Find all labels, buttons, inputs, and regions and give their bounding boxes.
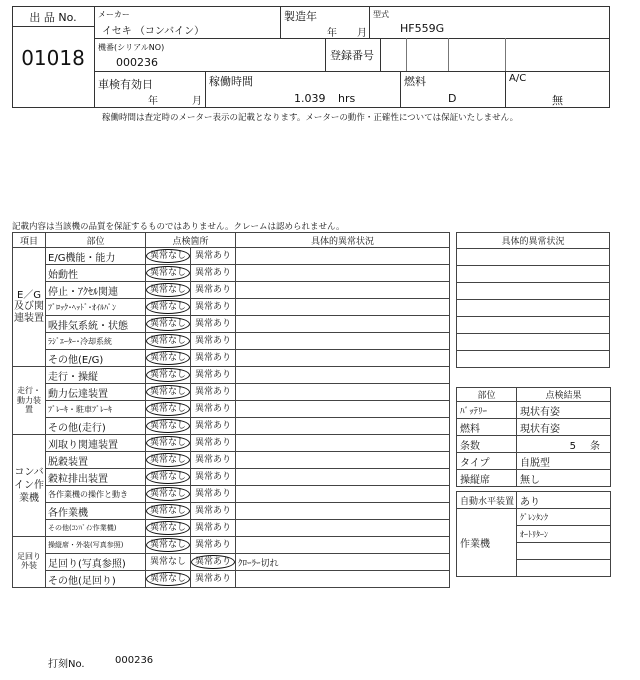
table-row [13,418,450,435]
result-value: 自脱型 [517,453,611,470]
ok-option-selected[interactable]: 異常なし [146,572,190,586]
lot-label: 出 品 No. [29,11,77,24]
ok-option-selected[interactable]: 異常なし [146,368,190,382]
fuel-value: D [448,92,457,105]
issue-cell: ｸﾛｰﾗｰ切れ [236,554,450,571]
part-cell: 各作業機の操作と動き [46,486,146,503]
part-cell: ﾗｼﾞｴｰﾀｰ･冷却系統 [46,333,146,350]
part-cell: 足回り(写真参照) [46,554,146,571]
level-label: 自動水平装置 [457,492,517,509]
table-row [13,452,450,469]
ok-option-selected[interactable]: 異常なし [146,300,190,314]
part-cell: 刈取り関連装置 [46,435,146,452]
side-issue-cell [457,300,610,317]
ng-option[interactable]: 異常あり [195,251,232,261]
part-cell: E/G機能・能力 [46,248,146,265]
part-cell: その他(E/G) [46,350,146,367]
work-label: 作業機 [457,509,517,577]
month-unit: 月 [357,28,367,39]
model-value: HF559G [400,22,445,35]
col-point: 点検箇所 [146,233,236,248]
work-item-empty [517,543,611,560]
result-value: 現状有姿 [517,419,611,436]
issue-cell [236,316,450,333]
side-issue-header: 具体的異常状況 [457,233,610,249]
issue-cell [236,350,450,367]
col-part: 部位 [46,233,146,248]
ng-option[interactable]: 異常あり [195,370,232,380]
result-part: 操縦席 [457,470,517,487]
result-value: 無し [517,470,611,487]
ng-option[interactable]: 異常あり [195,455,232,465]
table-row [13,469,450,486]
result-part: タイプ [457,453,517,470]
ok-option-selected[interactable]: 異常なし [146,334,190,348]
fuel-label: 燃料 [404,75,426,88]
ok-option-selected[interactable]: 異常なし [146,249,190,263]
side-issue-cell [457,317,610,334]
side-issue-cell [457,249,610,266]
results-table [456,387,611,487]
result-part: ﾊﾞｯﾃﾘｰ [457,402,517,419]
side-issue-cell [457,334,610,351]
stamp-value: 000236 [115,655,154,666]
ok-option-selected[interactable]: 異常なし [146,385,190,399]
ok-option-selected[interactable]: 異常なし [146,351,190,365]
ok-option-selected[interactable]: 異常なし [146,283,190,297]
part-cell: 操縦席・外装(写真参照) [46,537,146,554]
inspection-label: 車検有効日 [98,78,153,91]
ng-option[interactable]: 異常あり [195,472,232,482]
part-cell: 動力伝達装置 [46,384,146,401]
part-cell: その他(ｺﾝﾊﾞｲﾝ作業機) [46,520,146,537]
hours-value: 1.039 [294,92,326,105]
ok-option-selected[interactable]: 異常なし [146,538,190,552]
ok-option-selected[interactable]: 異常なし [146,436,190,450]
divider [325,38,326,71]
extra-table [456,491,611,577]
part-cell: その他(足回り) [46,571,146,588]
ok-option[interactable]: 異常なし [149,557,186,567]
ng-option[interactable]: 異常あり [195,506,232,516]
issue-cell [236,469,450,486]
category-combine: コンバイン作業機 [13,435,46,537]
table-row [13,537,450,554]
lot-number: 01018 [21,46,85,70]
issue-cell [236,333,450,350]
stamp-label: 打刻No. [48,659,85,670]
ng-option[interactable]: 異常あり [195,540,232,550]
issue-cell [236,265,450,282]
part-cell: 穀粒排出装置 [46,469,146,486]
hours-label: 稼働時間 [209,75,253,88]
part-cell: ﾌﾞﾚｰｷ・駐車ﾌﾞﾚｰｷ [46,401,146,418]
ok-option-selected[interactable]: 異常なし [146,521,190,535]
ng-option[interactable]: 異常あり [195,319,232,329]
maker-label: メーカー [98,10,130,19]
divider [369,6,370,38]
issue-cell [236,571,450,588]
table-row [13,401,450,418]
issue-cell [236,282,450,299]
results-header-result: 点検結果 [517,388,611,402]
ac-label: A/C [509,73,527,84]
year-label: 製造年 [284,10,317,23]
table-row [13,520,450,537]
ng-option[interactable]: 異常あり [195,421,232,431]
inspection-year-unit: 年 [148,96,158,107]
work-item: ｸﾞﾚﾝﾀﾝｸ [517,509,611,526]
divider [406,38,407,71]
issue-cell [236,384,450,401]
divider [94,6,95,108]
ng-option[interactable]: 異常あり [195,489,232,499]
table-row [13,248,450,265]
ng-option[interactable]: 異常あり [195,438,232,448]
issue-cell [236,248,450,265]
model-label: 型式 [373,10,389,19]
ok-option-selected[interactable]: 異常なし [146,266,190,280]
ng-option[interactable]: 異常あり [195,336,232,346]
table-row [13,384,450,401]
ng-option[interactable]: 異常あり [195,404,232,414]
ok-option-selected[interactable]: 異常なし [146,419,190,433]
ng-option[interactable]: 異常あり [195,387,232,397]
ng-option[interactable]: 異常あり [195,353,232,363]
divider [400,71,401,108]
issue-cell [236,452,450,469]
col-item: 項目 [13,233,46,248]
part-cell: ﾌﾞﾛｯｸ･ﾍｯﾄﾞ･ｵｲﾙﾊﾟﾝ [46,299,146,316]
divider [94,38,610,39]
table-row [13,316,450,333]
table-row [13,265,450,282]
table-row [13,503,450,520]
table-row [13,333,450,350]
divider [448,38,449,71]
category-drive: 走行・動力装置 [13,367,46,435]
divider [94,71,610,72]
table-row [13,282,450,299]
part-cell: 各作業機 [46,503,146,520]
year-unit: 年 [327,28,337,39]
ok-option-selected[interactable]: 異常なし [146,453,190,467]
part-cell: 吸排気系統・状態 [46,316,146,333]
result-part: 燃料 [457,419,517,436]
table-row [13,350,450,367]
side-issue-table [456,232,610,368]
table-row [13,435,450,452]
part-cell: 始動性 [46,265,146,282]
col-issue: 具体的異常状況 [236,233,450,248]
result-value: 現状有姿 [517,402,611,419]
registration-label: 登録番号 [330,49,374,62]
ok-option-selected[interactable]: 異常なし [146,317,190,331]
table-row [13,486,450,503]
ng-option[interactable]: 異常あり [195,574,232,584]
divider [205,71,206,108]
result-part: 条数 [457,436,517,453]
disclaimer: 記載内容は当該機の品質を保証するものではありません。クレームは認められません。 [12,222,345,232]
issue-cell [236,418,450,435]
divider [505,71,506,108]
issue-cell [236,486,450,503]
ac-value: 無 [552,94,563,107]
ng-option[interactable]: 異常あり [195,285,232,295]
table-row [13,367,450,384]
side-issue-cell [457,283,610,300]
table-row [13,571,450,588]
divider [380,38,381,71]
issue-cell [236,401,450,418]
work-item-empty [517,560,611,577]
ng-option[interactable]: 異常あり [195,302,232,312]
issue-cell [236,503,450,520]
part-cell: 脱穀装置 [46,452,146,469]
hours-note: 稼働時間は査定時のメーター表示の記載となります。メーターの動作・正確性については保証いたしません。 [102,113,519,123]
side-issue-cell [457,351,610,368]
part-cell: その他(走行) [46,418,146,435]
issue-cell [236,367,450,384]
part-cell: 走行・操縦 [46,367,146,384]
level-value: あり [517,492,611,509]
issue-cell [236,435,450,452]
part-cell: 停止・ｱｸｾﾙ関連 [46,282,146,299]
divider [505,38,506,71]
ng-option[interactable]: 異常あり [195,523,232,533]
ok-option-selected[interactable]: 異常なし [146,504,190,518]
side-issue-cell [457,266,610,283]
ok-option-selected[interactable]: 異常なし [146,402,190,416]
serial-label: 機番(シリアルNO) [98,43,165,52]
issue-cell [236,299,450,316]
table-row [13,299,450,316]
divider [12,26,94,27]
maker-value: イセキ （コンバイン） [102,26,205,37]
ng-option[interactable]: 異常あり [195,268,232,278]
inspection-table [12,232,450,588]
result-unit: 条 [590,440,600,452]
ok-option-selected[interactable]: 異常なし [146,470,190,484]
category-engine: E／G及び関連装置 [13,248,46,367]
divider [280,6,281,38]
issue-cell [236,520,450,537]
serial-value: 000236 [116,56,158,69]
category-undercarriage: 足回り外装 [13,537,46,588]
issue-cell [236,537,450,554]
result-value: 5 [569,440,576,452]
table-row [13,554,450,571]
inspection-month-unit: 月 [192,96,202,107]
ng-option-selected[interactable]: 異常あり [191,555,235,569]
results-header-part: 部位 [457,388,517,402]
ok-option-selected[interactable]: 異常なし [146,487,190,501]
work-item: ｵｰﾄﾘﾀｰﾝ [517,526,611,543]
hours-unit: hrs [338,92,356,105]
